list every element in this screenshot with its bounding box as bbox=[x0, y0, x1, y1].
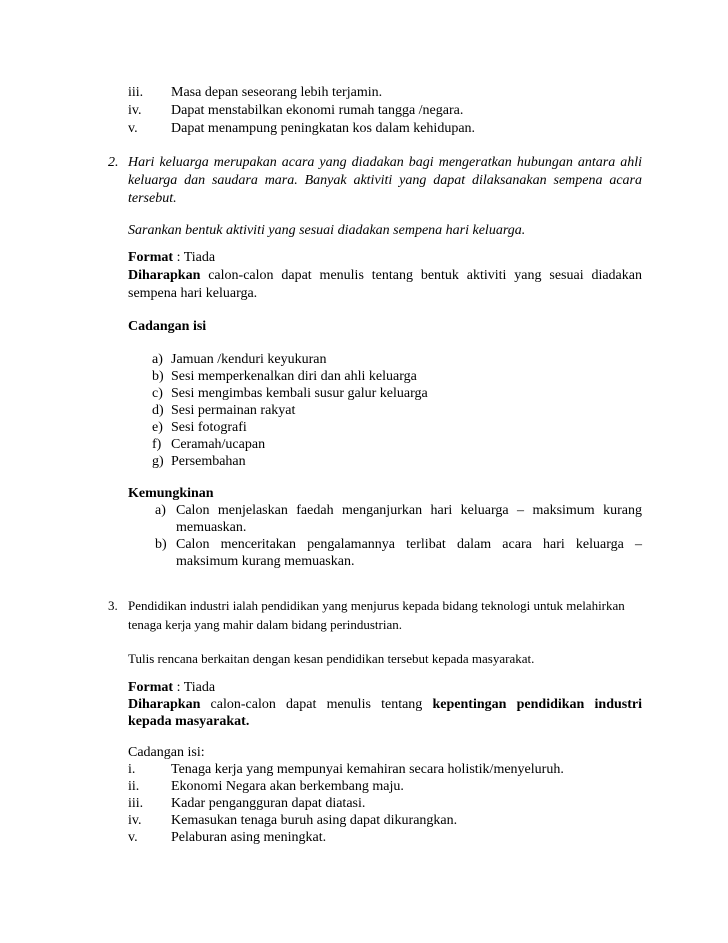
question-stem-line: tersebut. bbox=[128, 191, 177, 206]
kemungkinan-item: Calon menceritakan pengalamannya terlibat dalam acara hari keluarga – bbox=[176, 537, 642, 552]
item-label: g) bbox=[152, 454, 164, 469]
format-line bbox=[128, 679, 215, 696]
format-value: : Tiada bbox=[173, 250, 216, 265]
question-stem-line: tenaga kerja yang mahir dalam bidang perindustrian. bbox=[128, 617, 402, 632]
format-value: : Tiada bbox=[173, 680, 216, 695]
cadangan-item: Tenaga kerja yang mempunyai kemahiran secara holistik/menyeluruh. bbox=[171, 762, 564, 777]
item-label: f) bbox=[152, 437, 162, 452]
diharapkan-line bbox=[128, 267, 642, 284]
cadangan-heading: Cadangan isi: bbox=[128, 745, 205, 760]
list-number: v. bbox=[128, 830, 138, 845]
item-label: d) bbox=[152, 403, 164, 418]
list-item: Dapat menstabilkan ekonomi rumah tangga /negara. bbox=[171, 103, 464, 118]
item-label: a) bbox=[155, 503, 166, 518]
cadangan-heading: Cadangan isi bbox=[128, 319, 207, 334]
question-number: 3. bbox=[108, 598, 118, 613]
item-label: e) bbox=[152, 420, 163, 435]
cadangan-item: Kemasukan tenaga buruh asing dapat dikurangkan. bbox=[171, 813, 458, 828]
list-number: v. bbox=[128, 121, 138, 136]
list-number: i. bbox=[128, 762, 136, 777]
cadangan-item: Sesi permainan rakyat bbox=[171, 403, 296, 418]
list-number: iv. bbox=[128, 103, 142, 118]
kemungkinan-item: maksimum kurang memuaskan. bbox=[176, 554, 355, 569]
diharapkan-emphasis: kepentingan pendidikan industri bbox=[432, 697, 642, 712]
format-label: Format bbox=[128, 680, 174, 695]
question-stem-line: Hari keluarga merupakan acara yang diadakan bagi mengeratkan hubungan antara ahli bbox=[128, 155, 642, 170]
list-number: iii. bbox=[128, 796, 144, 811]
list-item: Dapat menampung peningkatan kos dalam kehidupan. bbox=[171, 121, 476, 136]
cadangan-item: Sesi mengimbas kembali susur galur keluarga bbox=[171, 386, 428, 401]
question-task: Tulis rencana berkaitan dengan kesan pendidikan tersebut kepada masyarakat. bbox=[128, 651, 535, 666]
cadangan-item: Kadar pengangguran dapat diatasi. bbox=[171, 796, 366, 811]
diharapkan-text: calon-calon dapat menulis tentang bentuk aktiviti yang sesuai diadakan bbox=[200, 268, 642, 283]
kemungkinan-item: memuaskan. bbox=[176, 520, 247, 535]
diharapkan-line bbox=[128, 696, 642, 713]
kemungkinan-heading: Kemungkinan bbox=[128, 486, 214, 501]
list-number: iii. bbox=[128, 85, 144, 100]
cadangan-item: Ceramah/ucapan bbox=[171, 437, 266, 452]
list-item: Masa depan seseorang lebih terjamin. bbox=[171, 85, 383, 100]
kemungkinan-item: Calon menjelaskan faedah menganjurkan hari keluarga – maksimum kurang bbox=[176, 503, 642, 518]
cadangan-item: Sesi memperkenalkan diri dan ahli keluarga bbox=[171, 369, 417, 384]
question-number: 2. bbox=[108, 155, 119, 170]
question-stem-line: keluarga dan saudara mara. Banyak aktiviti yang dapat dilaksanakan sempena acara bbox=[128, 173, 642, 188]
cadangan-item: Persembahan bbox=[171, 454, 246, 469]
diharapkan-label: Diharapkan bbox=[128, 697, 201, 712]
cadangan-item: Ekonomi Negara akan berkembang maju. bbox=[171, 779, 404, 794]
cadangan-item: Sesi fotografi bbox=[171, 420, 247, 435]
item-label: c) bbox=[152, 386, 163, 401]
diharapkan-text: calon-calon dapat menulis tentang bbox=[200, 697, 433, 712]
item-label: b) bbox=[155, 537, 167, 552]
cadangan-item: Pelaburan asing meningkat. bbox=[171, 830, 327, 845]
cadangan-item: Jamuan /kenduri keyukuran bbox=[171, 352, 327, 367]
format-label: Format bbox=[128, 250, 174, 265]
diharapkan-text: sempena hari keluarga. bbox=[128, 286, 258, 301]
list-number: ii. bbox=[128, 779, 140, 794]
question-task: Sarankan bentuk aktiviti yang sesuai diadakan sempena hari keluarga. bbox=[128, 223, 526, 238]
list-number: iv. bbox=[128, 813, 142, 828]
format-line bbox=[128, 249, 215, 266]
diharapkan-emphasis: kepada masyarakat. bbox=[128, 714, 250, 729]
diharapkan-label: Diharapkan bbox=[128, 268, 201, 283]
item-label: a) bbox=[152, 352, 163, 367]
question-stem-line: Pendidikan industri ialah pendidikan yang menjurus kepada bidang teknologi untuk melahirkan bbox=[128, 598, 625, 613]
item-label: b) bbox=[152, 369, 164, 384]
